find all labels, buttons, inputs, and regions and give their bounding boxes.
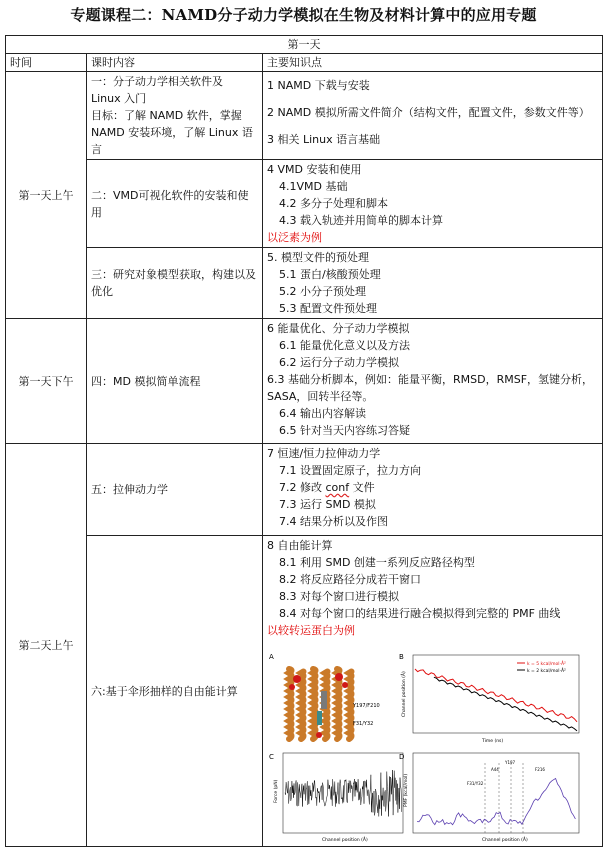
session1-points: 1 NAMD 下载与安装 2 NAMD 模拟所需文件简介（结构文件，配置文件，参数文件等） 3 相关 Linux 语言基础 [263, 72, 603, 160]
svg-text:k = 5 kcal/mol·Å²: k = 5 kcal/mol·Å² [527, 662, 566, 667]
svg-text:Channel position (Å): Channel position (Å) [402, 671, 407, 717]
atom-sphere [342, 682, 348, 688]
header-content: 课时内容 [87, 54, 263, 72]
schedule-table [5, 35, 603, 847]
helix [349, 672, 352, 740]
day-heading: 第一天 [6, 36, 603, 54]
atom-sphere [293, 675, 301, 683]
example-transporter: 以较转运蛋白为例 [267, 624, 355, 637]
helix [301, 672, 304, 740]
session6-points: 8 自由能计算 8.1 利用 SMD 创建一系列反应路径构型 8.2 将反应路径分成若干窗口 8.3 对每个窗口进行模拟 8.4 对每个窗口的结果进行融合模拟得到完整的 PMF 曲线 以较转运蛋白为例 A Y197/F210 F31/Y32 B k = 5 kcal/mol·Å² k = 2 kcal/mol·Å² Time (ns) Channel position (Å) C Channel position (Å) Force (pN) D F31/Y32 A44 Y197 F216 Channel position (Å) PMF (kcal/mol) [263, 536, 603, 847]
session4-content: 四：MD 模拟简单流程 [87, 319, 263, 444]
time-day2-morning: 第二天上午 [6, 444, 87, 847]
atom-sphere [316, 732, 322, 738]
table-row [6, 319, 603, 444]
svg-text:Channel position (Å): Channel position (Å) [482, 838, 528, 843]
time-day1-morning: 第一天上午 [6, 72, 87, 319]
session5-content: 五：拉伸动力学 [87, 444, 263, 536]
svg-text:Force (pN): Force (pN) [274, 779, 279, 803]
example-ubiquitin: 以泛素为例 [267, 231, 322, 244]
session6-content: 六:基于伞形抽样的自由能计算 [87, 536, 263, 847]
svg-text:PMF (kcal/mol): PMF (kcal/mol) [404, 773, 409, 807]
session1-content: 一：分子动力学相关软件及 Linux 入门 目标：了解 NAMD 软件，掌握 NAMD 安装环境，了解 Linux 语 言 [87, 72, 263, 160]
table-row [6, 72, 603, 160]
session2-points: 4 VMD 安装和使用 4.1VMD 基础 4.2 多分子处理和脚本 4.3 载入轨迹并用简单的脚本计算 以泛素为例 [263, 160, 603, 248]
session4-points: 6 能量优化、分子动力学模拟 6.1 能量优化意义以及方法 6.2 运行分子动力学模拟 6.3 基础分析脚本，例如：能量平衡，RMSD，RMSF，氢键分析，SASA，回转半径等。 6.4 输出内容解读 6.5 针对当天内容练习答疑 [263, 319, 603, 444]
svg-text:F31/Y32: F31/Y32 [467, 781, 484, 786]
svg-text:Channel position (Å): Channel position (Å) [322, 838, 368, 843]
svg-text:Y197/F210: Y197/F210 [353, 703, 380, 709]
table-row [6, 536, 603, 847]
atom-sphere [335, 673, 343, 681]
panel-a-protein [269, 653, 380, 739]
svg-text:C: C [269, 753, 274, 761]
svg-text:k = 2 kcal/mol·Å²: k = 2 kcal/mol·Å² [527, 669, 566, 674]
ligand-stick [321, 691, 327, 709]
day-heading-row [6, 36, 603, 54]
session5-points: 7 恒速/恒力拉伸动力学 7.1 设置固定原子，拉力方向 7.2 修改 conf 文件 7.3 运行 SMD 模拟 7.4 结果分析以及作图 [263, 444, 603, 536]
svg-text:A44: A44 [491, 767, 499, 772]
session3-content: 三：研究对象模型获取，构建以及优化 [87, 248, 263, 319]
header-time: 时间 [6, 54, 87, 72]
svg-text:D: D [399, 753, 405, 761]
svg-text:F31/Y32: F31/Y32 [353, 721, 374, 727]
header-points: 主要知识点 [263, 54, 603, 72]
session3-points: 5. 模型文件的预处理 5.1 蛋白/核酸预处理 5.2 小分子预处理 5.3 配置文件预处理 [263, 248, 603, 319]
svg-text:A: A [269, 653, 274, 661]
page-title: 专题课程二：NAMD分子动力学模拟在生物及材料计算中的应用专题 [70, 6, 537, 24]
time-day1-afternoon: 第一天下午 [6, 319, 87, 444]
svg-text:F216: F216 [535, 767, 545, 772]
table-row [6, 444, 603, 536]
panel-c-chart [269, 753, 403, 843]
table-row [6, 160, 603, 248]
pmf-figure [267, 647, 587, 843]
svg-text:Time (ns): Time (ns) [482, 739, 504, 744]
svg-text:Y197: Y197 [505, 760, 516, 765]
helix [289, 669, 292, 739]
atom-sphere [289, 684, 295, 690]
panel-b-chart [399, 653, 579, 744]
session2-content: 二：VMD可视化软件的安装和使用 [87, 160, 263, 248]
helix [313, 669, 316, 739]
ligand-stick [317, 711, 322, 725]
table-row [6, 248, 603, 319]
svg-text:B: B [399, 653, 404, 661]
header-row [6, 54, 603, 72]
panel-d-chart [399, 753, 579, 843]
